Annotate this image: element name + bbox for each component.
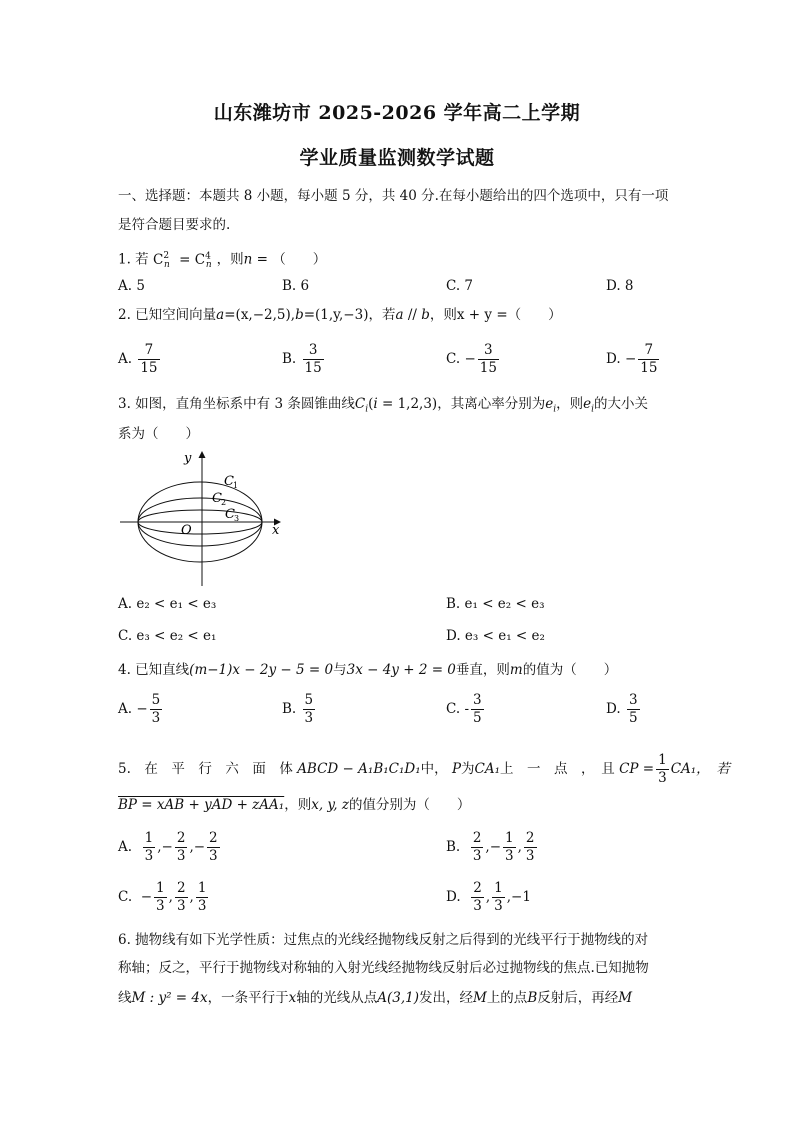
question-6-line2: 称轴；反之，平行于抛物线对称轴的入射光线经抛物线反射后必过抛物线的焦点.已知抛物 [118,960,649,976]
q3-y-label: y [184,451,192,466]
q5-option-a: A. $\frac{1}{3}$ ,− $\frac{2}{3}$ ,− $\frac{2}{3}$ [118,830,218,864]
q5-option-b: B. $\frac{2}{3}$ ,− $\frac{1}{3}$ , $\frac{2}{3}$ [446,830,535,864]
q3-option-d: D. e₃ < e₁ < e₂ [446,628,545,644]
question-4-stem: 4. 已知直线(m−1)x − 2y − 5 = 0与3x − 4y + 2 = 0垂直，则m的值为（ ） [118,662,618,678]
question-5-stem-line1: 5. 在 平 行 六 面 体 ABCD − A₁B₁C₁D₁中， P为CA₁上 一 点 ， 且 CP = $\frac{1}{3}$ CA₁， 若 [118,752,730,786]
q3-c3-sub: 3 [234,514,240,523]
q3-origin-label: O [181,523,192,538]
q3-c1-sub: 1 [233,481,239,490]
q2-option-b: B. $\frac{3}{15}$ [282,342,322,376]
question-2-stem: 2. 已知空间向量a=(x,−2,5),b=(1,y,−3)，若a // b，则x + y =（ ） [118,307,562,323]
q2-vec-b: =(1,y,−3) [303,307,369,323]
q3-c2-label: C [212,491,222,506]
section1-intro-line1: 一、选择题：本题共 8 小题，每小题 5 分，共 40 分.在每小题给出的四个选项中，只有一项 [118,188,669,204]
q3-y-axis-arrow [199,451,206,458]
q1-option-a: A. 5 [118,278,145,294]
question-3-stem-line1: 3. 如图，直角坐标系中有 3 条圆锥曲线$C_i(i = 1,2,3)$，其离心率分别为$e_i$，则$e_i$的大小关 [118,396,648,415]
q1-option-c: C. 7 [446,278,474,294]
question-5-stem-line2: BP = xAB + yAD + zAA₁，则x, y, z的值分别为（ ） [118,797,471,813]
q4-option-b: B. $\frac{5}{3}$ [282,692,314,726]
q2-option-c: C. − $\frac{3}{15}$ [446,342,497,376]
q2-option-a: A. $\frac{7}{15}$ [118,342,158,376]
q5-option-c: C. − $\frac{1}{3}$ , $\frac{2}{3}$ , $\frac{1}{3}$ [118,880,207,914]
question-6-line1: 6. 抛物线有如下光学性质：过焦点的光线经抛物线反射之后得到的光线平行于抛物线的对 [118,932,649,948]
exam-title-line2: 学业质量监测数学试题 [299,147,495,169]
question-6-line3: 线M : y² = 4x，一条平行于x轴的光线从点A(3,1)发出，经M上的点B反射后，再经M [118,990,633,1006]
question-1-stem: 1. 若 $C^2_n = C^4_n$ ，则n = （ ） [118,251,327,271]
q3-x-label: x [272,523,280,538]
q1-combination: $C^2_n = C^4_n$ [152,251,212,271]
q2-paren: （ ） [507,307,562,323]
q4-option-a: A. − $\frac{5}{3}$ [118,692,161,726]
q1-tail: ，则 [216,251,244,268]
question-3-stem-line2: 系为（ ） [118,426,199,442]
q4-option-c: C. - $\frac{3}{5}$ [446,692,482,726]
q2-option-d: D. − $\frac{7}{15}$ [606,342,658,376]
q2-prefix: 2. 已知空间向量 [118,307,217,323]
q2-tail: ，则 [429,307,457,323]
q3-c2-sub: 2 [221,498,227,507]
q3-c1-label: C [224,474,234,489]
q3-option-c: C. e₃ < e₂ < e₁ [118,628,217,644]
q1-option-b: B. 6 [282,278,310,294]
exam-title-line1: 山东潍坊市 2025-2026 学年高二上学期 [213,102,581,124]
q2-vec-a: =(x,−2,5), [224,307,296,323]
section1-intro-line2: 是符合题目要求的. [118,217,231,233]
q2-mid: ，若 [368,307,396,323]
q3-option-a: A. e₂ < e₁ < e₃ [118,596,217,612]
q1-prefix: 1. 若 [118,251,149,268]
q3-conic-figure [118,448,288,588]
q2-expr: x + y = [456,307,508,323]
q1-option-d: D. 8 [606,278,634,294]
q1-paren: （ ） [272,251,327,268]
q3-c3-label: C [225,507,235,522]
q2-parallel: // [403,307,422,323]
q4-option-d: D. $\frac{3}{5}$ [606,692,638,726]
q5-option-d: D. $\frac{2}{3}$ , $\frac{1}{3}$ ,−1 [446,880,531,914]
q3-option-b: B. e₁ < e₂ < e₃ [446,596,545,612]
